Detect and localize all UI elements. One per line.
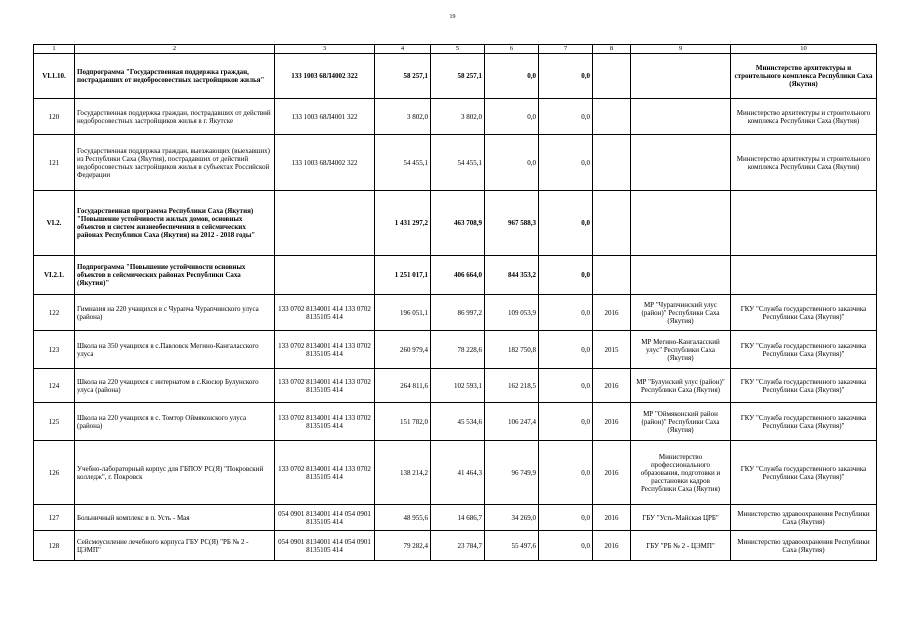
row-code: 124 — [34, 369, 75, 403]
amount-col5: 86 997,2 — [431, 295, 485, 331]
item-name: Подпрограмма "Повышение устойчивости основных объектов в сейсмических районах Республики Саха (Якутия)" — [75, 256, 275, 295]
total-amount: 58 257,1 — [375, 54, 431, 99]
object-row — [34, 331, 877, 369]
amount-col5: 41 464,3 — [431, 441, 485, 505]
column-number: 6 — [485, 45, 539, 54]
year: 2016 — [593, 531, 631, 561]
amount-col5: 45 534,6 — [431, 403, 485, 441]
amount-col5: 102 593,1 — [431, 369, 485, 403]
amount-col5: 54 455,1 — [431, 135, 485, 191]
amount-col6: 55 497,6 — [485, 531, 539, 561]
item-name: Школа на 350 учащихся в с.Павловск Мегино-Кангаласского улуса — [75, 331, 275, 369]
amount-col7: 0,0 — [539, 441, 593, 505]
row-code: 125 — [34, 403, 75, 441]
budget-code — [275, 256, 375, 295]
item-name: Подпрограмма "Государственная поддержка граждан, пострадавших от недобросовестных застройщиков жилья" — [75, 54, 275, 99]
object-row — [34, 295, 877, 331]
executor: МР "Булунский улус (район)" Республики Саха (Якутия) — [631, 369, 731, 403]
item-name: Государственная поддержка граждан, пострадавших от действий недобросовестных застройщиков жилья в г. Якутске — [75, 99, 275, 135]
executor: Министерство профессионального образования, подготовки и расстановки кадров Республики Саха (Якутия) — [631, 441, 731, 505]
customer: Министерство архитектуры и строительного комплекса Республики Саха (Якутия) — [731, 135, 877, 191]
amount-col7: 0,0 — [539, 531, 593, 561]
amount-col7: 0,0 — [539, 99, 593, 135]
year — [593, 99, 631, 135]
amount-col6: 182 750,8 — [485, 331, 539, 369]
object-row — [34, 369, 877, 403]
amount-col5: 406 664,0 — [431, 256, 485, 295]
column-number-row — [34, 45, 877, 54]
customer: ГКУ "Служба государственного заказчика Республики Саха (Якутия)" — [731, 331, 877, 369]
object-row — [34, 135, 877, 191]
column-number: 4 — [375, 45, 431, 54]
executor: МР "Оймяконский район (район)" Республики Саха (Якутия) — [631, 403, 731, 441]
item-name: Сейсмоусиление лечебного корпуса ГБУ РС(Я) "РБ № 2 - ЦЭМП" — [75, 531, 275, 561]
customer: ГКУ "Служба государственного заказчика Республики Саха (Якутия)" — [731, 295, 877, 331]
program-row — [34, 54, 877, 99]
budget-code: 054 0901 8134001 414 054 0901 8135105 414 — [275, 531, 375, 561]
amount-col7: 0,0 — [539, 403, 593, 441]
executor: МР Мегино-Кангаласский улус" Республики Саха (Якутия) — [631, 331, 731, 369]
total-amount: 79 282,4 — [375, 531, 431, 561]
total-amount: 260 979,4 — [375, 331, 431, 369]
object-row — [34, 441, 877, 505]
budget-code: 133 0702 8134001 414 133 0702 8135105 414 — [275, 331, 375, 369]
budget-code: 133 1003 68Л4001 322 — [275, 99, 375, 135]
budget-code: 054 0901 8134001 414 054 0901 8135105 414 — [275, 505, 375, 531]
row-code: VI.1.10. — [34, 54, 75, 99]
amount-col6: 106 247,4 — [485, 403, 539, 441]
object-row — [34, 403, 877, 441]
row-code: 122 — [34, 295, 75, 331]
amount-col5: 78 228,6 — [431, 331, 485, 369]
executor: МР "Чурапчинский улус (район)" Республики Саха (Якутия) — [631, 295, 731, 331]
total-amount: 138 214,2 — [375, 441, 431, 505]
year: 2016 — [593, 441, 631, 505]
column-number: 3 — [275, 45, 375, 54]
amount-col6: 844 353,2 — [485, 256, 539, 295]
amount-col5: 58 257,1 — [431, 54, 485, 99]
column-number: 9 — [631, 45, 731, 54]
column-number: 5 — [431, 45, 485, 54]
customer — [731, 191, 877, 256]
program-row — [34, 191, 877, 256]
executor — [631, 99, 731, 135]
item-name: Государственная программа Республики Саха (Якутия) "Повышение устойчивости жилых домов, основных объектов и систем жизнеобеспечения в сейсмических районах Республики Саха (Якутия) на 2012 - 2018 годы" — [75, 191, 275, 256]
year — [593, 135, 631, 191]
budget-code: 133 0702 8134001 414 133 0702 8135105 414 — [275, 403, 375, 441]
amount-col7: 0,0 — [539, 135, 593, 191]
amount-col7: 0,0 — [539, 256, 593, 295]
row-code: VI.2. — [34, 191, 75, 256]
customer: ГКУ "Служба государственного заказчика Республики Саха (Якутия)" — [731, 369, 877, 403]
budget-code: 133 0702 8134001 414 133 0702 8135105 414 — [275, 441, 375, 505]
column-number: 10 — [731, 45, 877, 54]
year: 2016 — [593, 369, 631, 403]
year — [593, 191, 631, 256]
customer — [731, 256, 877, 295]
total-amount: 3 802,0 — [375, 99, 431, 135]
column-number: 7 — [539, 45, 593, 54]
item-name: Школа на 220 учащихся с интернатом в с.Кюсюр Булунского улуса (района) — [75, 369, 275, 403]
row-code: 128 — [34, 531, 75, 561]
executor — [631, 54, 731, 99]
budget-code: 133 0702 8134001 414 133 0702 8135105 414 — [275, 295, 375, 331]
amount-col7: 0,0 — [539, 54, 593, 99]
total-amount: 196 051,1 — [375, 295, 431, 331]
row-code: VI.2.1. — [34, 256, 75, 295]
row-code: 127 — [34, 505, 75, 531]
amount-col6: 162 218,5 — [485, 369, 539, 403]
total-amount: 264 811,6 — [375, 369, 431, 403]
item-name: Учебно-лабораторный корпус для ГБПОУ РС(Я) "Покровский колледж", г. Покровск — [75, 441, 275, 505]
customer: ГКУ "Служба государственного заказчика Республики Саха (Якутия)" — [731, 403, 877, 441]
amount-col7: 0,0 — [539, 369, 593, 403]
program-row — [34, 256, 877, 295]
column-number: 1 — [34, 45, 75, 54]
column-number: 2 — [75, 45, 275, 54]
row-code: 126 — [34, 441, 75, 505]
amount-col6: 0,0 — [485, 54, 539, 99]
object-row — [34, 531, 877, 561]
executor: ГБУ "РБ № 2 - ЦЭМП" — [631, 531, 731, 561]
amount-col5: 23 784,7 — [431, 531, 485, 561]
amount-col6: 109 053,9 — [485, 295, 539, 331]
total-amount: 1 431 297,2 — [375, 191, 431, 256]
amount-col7: 0,0 — [539, 505, 593, 531]
total-amount: 1 251 017,1 — [375, 256, 431, 295]
customer: Министерство здравоохранения Республики Саха (Якутия) — [731, 531, 877, 561]
item-name: Школа на 220 учащихся в с. Томтор Оймяконского улуса (района) — [75, 403, 275, 441]
item-name: Государственная поддержка граждан, выезжающих (выехавших) из Республики Саха (Якутия), пострадавших от действий недобросовестных застройщиков жилья в субъектах Российской Федерации — [75, 135, 275, 191]
column-number: 8 — [593, 45, 631, 54]
amount-col6: 96 749,9 — [485, 441, 539, 505]
amount-col5: 14 686,7 — [431, 505, 485, 531]
budget-code: 133 0702 8134001 414 133 0702 8135105 414 — [275, 369, 375, 403]
row-code: 123 — [34, 331, 75, 369]
row-code: 121 — [34, 135, 75, 191]
executor: ГБУ "Усть-Майская ЦРБ" — [631, 505, 731, 531]
executor — [631, 191, 731, 256]
amount-col5: 463 708,9 — [431, 191, 485, 256]
year: 2016 — [593, 295, 631, 331]
customer: Министерство архитектуры и строительного комплекса Республики Саха (Якутия) — [731, 54, 877, 99]
amount-col6: 0,0 — [485, 99, 539, 135]
amount-col7: 0,0 — [539, 295, 593, 331]
row-code: 120 — [34, 99, 75, 135]
amount-col7: 0,0 — [539, 191, 593, 256]
amount-col6: 34 269,0 — [485, 505, 539, 531]
budget-code: 133 1003 68Л4002 322 — [275, 135, 375, 191]
year: 2015 — [593, 331, 631, 369]
total-amount: 151 782,0 — [375, 403, 431, 441]
object-row — [34, 99, 877, 135]
item-name: Больничный комплекс в п. Усть - Мая — [75, 505, 275, 531]
program-table — [33, 44, 877, 561]
object-row — [34, 505, 877, 531]
year: 2016 — [593, 403, 631, 441]
year — [593, 256, 631, 295]
executor — [631, 256, 731, 295]
amount-col6: 967 588,3 — [485, 191, 539, 256]
year — [593, 54, 631, 99]
budget-code — [275, 191, 375, 256]
amount-col6: 0,0 — [485, 135, 539, 191]
budget-code: 133 1003 68Л4002 322 — [275, 54, 375, 99]
amount-col7: 0,0 — [539, 331, 593, 369]
customer: ГКУ "Служба государственного заказчика Республики Саха (Якутия)" — [731, 441, 877, 505]
item-name: Гимназия на 220 учащихся в с Чурапча Чурапчинского улуса (района) — [75, 295, 275, 331]
year: 2016 — [593, 505, 631, 531]
amount-col5: 3 802,0 — [431, 99, 485, 135]
total-amount: 54 455,1 — [375, 135, 431, 191]
executor — [631, 135, 731, 191]
page-number: 19 — [449, 14, 456, 20]
customer: Министерство здравоохранения Республики Саха (Якутия) — [731, 505, 877, 531]
customer: Министерство архитектуры и строительного комплекса Республики Саха (Якутия) — [731, 99, 877, 135]
total-amount: 48 955,6 — [375, 505, 431, 531]
